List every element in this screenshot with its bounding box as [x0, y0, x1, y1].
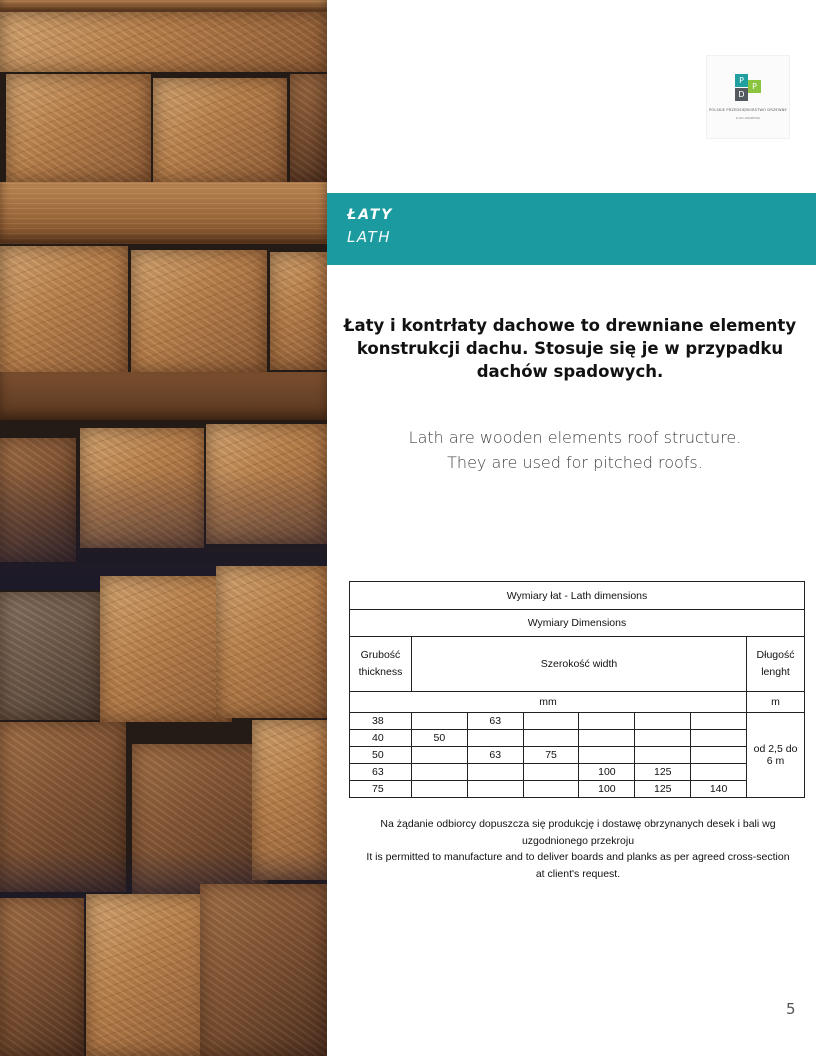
logo-tagline: POLSKIE PRZEDSIĘBIORSTWO DRZEWNE — [709, 108, 787, 112]
width-cell — [691, 747, 747, 764]
photo-block — [200, 884, 327, 1056]
thickness-cell: 38 — [350, 713, 412, 730]
header-length — [747, 637, 805, 692]
width-cell — [691, 730, 747, 747]
intro-en-line: They are used for pitched roofs. — [447, 453, 703, 472]
width-cell: 125 — [635, 781, 691, 798]
photo-block — [100, 576, 232, 722]
section-title-en: LATH — [347, 228, 391, 246]
width-cell — [635, 730, 691, 747]
length-cell — [747, 713, 805, 798]
logo-letter: D — [735, 88, 748, 101]
width-cell: 100 — [579, 781, 635, 798]
intro-en-line: Lath are wooden elements roof structure. — [408, 428, 742, 447]
width-cell — [467, 781, 523, 798]
production-note — [350, 816, 806, 882]
header-thickness — [350, 637, 412, 692]
header-thickness-pl: Grubość — [360, 649, 401, 661]
header-length-pl: Długość — [756, 649, 795, 661]
width-cell: 50 — [411, 730, 467, 747]
table-row — [350, 764, 805, 781]
photo-plank — [0, 372, 327, 420]
header-thickness-en: thickness — [358, 666, 403, 678]
width-cell: 75 — [523, 747, 579, 764]
width-cell — [523, 730, 579, 747]
note-pl-line: uzgodnionego przekroju — [521, 834, 635, 847]
unit-m: m — [747, 692, 805, 713]
width-cell — [523, 781, 579, 798]
width-cell — [635, 713, 691, 730]
photo-block — [153, 78, 287, 182]
width-cell — [579, 713, 635, 730]
photo-block — [0, 246, 128, 378]
width-cell — [523, 713, 579, 730]
header-width: Szerokość width — [411, 637, 746, 692]
photo-plank — [0, 182, 327, 244]
timber-stack-photo — [0, 0, 327, 1056]
logo-subline: ŁUKA GRABOWA — [735, 116, 761, 120]
width-cell — [467, 730, 523, 747]
width-cell — [411, 747, 467, 764]
note-en-line: at client's request. — [535, 867, 621, 880]
section-title-pl: ŁATY — [347, 207, 394, 223]
photo-plank — [0, 0, 327, 12]
photo-block — [216, 566, 327, 718]
table-row — [350, 747, 805, 764]
photo-block — [86, 894, 210, 1056]
width-cell: 63 — [467, 713, 523, 730]
width-cell: 125 — [635, 764, 691, 781]
width-cell — [411, 781, 467, 798]
photo-block — [6, 74, 151, 182]
header-length-en: lenght — [761, 666, 790, 678]
width-cell — [579, 730, 635, 747]
thickness-cell: 63 — [350, 764, 412, 781]
width-cell — [411, 764, 467, 781]
intro-text-pl: Łaty i kontrłaty dachowe to drewniane elementy konstrukcji dachu. Stosuje się je w przypadku dachów spadowych. — [343, 316, 797, 381]
width-cell: 140 — [691, 781, 747, 798]
thickness-cell: 50 — [350, 747, 412, 764]
table-subtitle: Wymiary Dimensions — [350, 610, 805, 637]
width-cell — [467, 764, 523, 781]
width-cell: 100 — [579, 764, 635, 781]
photo-block — [0, 898, 84, 1056]
width-cell — [691, 713, 747, 730]
width-cell: 63 — [467, 747, 523, 764]
photo-block — [290, 74, 327, 182]
intro-text-en — [355, 425, 795, 475]
width-cell — [579, 747, 635, 764]
table-title: Wymiary łat - Lath dimensions — [350, 582, 805, 610]
section-header-bar — [327, 193, 816, 265]
width-cell — [691, 764, 747, 781]
photo-block — [0, 592, 100, 720]
note-pl-line: Na żądanie odbiorcy dopuszcza się produkcję i dostawę obrzynanych desek i bali wg — [380, 818, 776, 830]
unit-mm: mm — [350, 692, 747, 713]
width-cell — [411, 713, 467, 730]
photo-block — [131, 250, 267, 372]
width-cell — [523, 764, 579, 781]
company-logo — [706, 55, 790, 139]
table-row — [350, 781, 805, 798]
length-value-line: od 2,5 do — [753, 743, 798, 755]
table-row — [350, 713, 805, 730]
thickness-cell: 40 — [350, 730, 412, 747]
logo-letter: P — [735, 74, 748, 87]
lath-dimensions-table — [349, 581, 805, 798]
logo-letter: P — [748, 80, 761, 93]
table-row — [350, 730, 805, 747]
page-number: 5 — [786, 1000, 796, 1018]
thickness-cell: 75 — [350, 781, 412, 798]
length-value-line: 6 m — [766, 755, 785, 767]
photo-block — [0, 12, 327, 72]
note-en-line: It is permitted to manufacture and to deliver boards and planks as per agreed cross-section — [366, 851, 790, 863]
width-cell — [635, 747, 691, 764]
photo-block — [270, 252, 327, 370]
